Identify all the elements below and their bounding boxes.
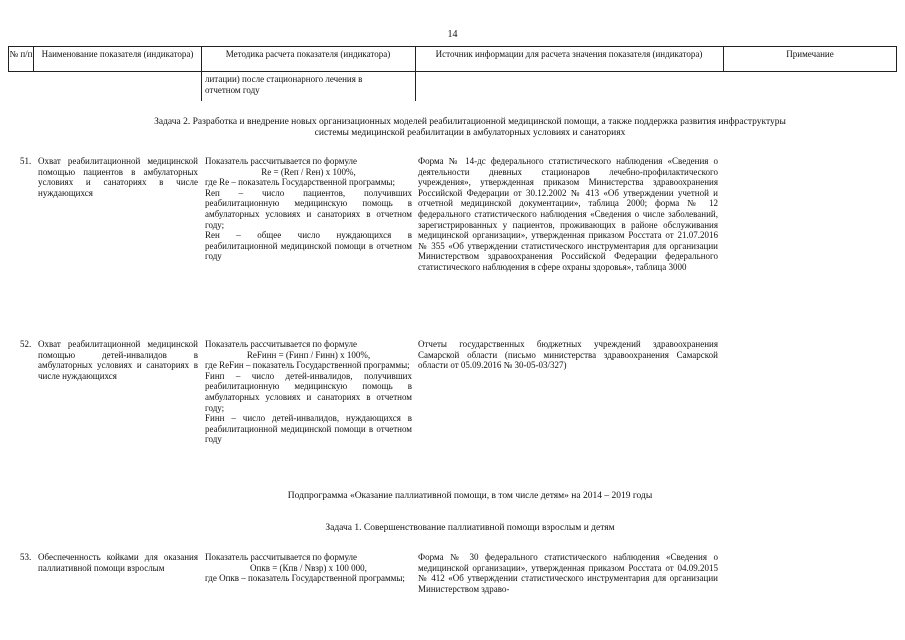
indicator-name: Охват реабилитационной медицинской помощью пациентов в амбулаторных условиях и санаториях в числе нуждающихся (38, 156, 198, 198)
indicator-name: Охват реабилитационной медицинской помощью детей-инвалидов в амбулаторных условиях и санаториях в числе нуждающихся (38, 339, 198, 381)
method-definition: Reн – общее число нуждающихся в реабилитационной медицинской помощи в отчетном году (205, 230, 412, 262)
method-formula: Опкв = (Кпв / Nвзр) x 100 000, (250, 562, 367, 573)
header-col-source: Источник информации для расчета значения показателя (индикатора) (435, 49, 703, 59)
row-number: 51. (20, 156, 32, 166)
indicator-name: Обеспеченность койками для оказания паллиативной помощи взрослым (38, 552, 198, 573)
method-cell (205, 156, 412, 262)
row-number: 53. (20, 552, 32, 562)
continuation-line: литации) после стационарного лечения в (205, 74, 363, 84)
subprogram-heading: Подпрограмма «Оказание паллиативной помощи, в том числе детям» на 2014 – 2019 годы (287, 491, 653, 501)
row-number: 52. (20, 339, 32, 349)
heading-line: системы медицинской реабилитации в амбулаторных условиях и санаториях (314, 128, 626, 138)
method-cell (205, 339, 412, 445)
header-col-num: № п/п (9, 49, 33, 59)
method-formula: Re = (Reп / Reн) x 100%, (261, 166, 356, 177)
heading-line: Задача 2. Разработка и внедрение новых организационных моделей реабилитационной медицинской помощи, а также поддержка развития инфраструктуры (154, 117, 786, 127)
method-intro: Показатель рассчитывается по формуле (205, 156, 358, 166)
method-cell (205, 552, 412, 584)
task1-heading: Задача 1. Совершенствование паллиативной помощи взрослым и детям (325, 523, 615, 533)
source-cell: Отчеты государственных бюджетных учреждений здравоохранения Самарской области (письмо министерства здравоохранения Самарской области от 05.09.2016 № 30-05-03/327) (418, 339, 718, 371)
continuation-text (205, 74, 412, 95)
header-col-method: Методика расчета показателя (индикатора) (225, 49, 391, 59)
method-definition: Fинп – число детей-инвалидов, получивших реабилитационную медицинскую помощь в амбулаторных условиях и санаториях в отчетном году; (205, 370, 412, 413)
method-definition: Fинн – число детей-инвалидов, нуждающихся в реабилитационной медицинской помощи в отчетном году (205, 413, 412, 445)
source-cell: Форма № 30 федерального статистического наблюдения «Сведения о медицинской организации», утвержденная приказом Росстата от 04.09.2015 № 412 «Об утверждении статистического инструментария для организации Министерством здраво- (418, 552, 718, 594)
method-formula: ReFинн = (Fинп / Fинн) x 100%, (246, 349, 371, 360)
task2-heading (40, 117, 900, 139)
method-intro: Показатель рассчитывается по формуле (205, 552, 358, 562)
source-cell: Форма № 14-дс федерального статистического наблюдения «Сведения о деятельности дневных стационаров лечебно-профилактического учреждения», утвержденная приказом Министерства здравоохранения Российской Федерации от 30.12.2002 № 413 «Об утверждении учетной и отчетной медицинской документации», таблица 2000; форма № 12 федерального статистического наблюдения «Сведения о числе заболеваний, зарегистрированных у пациентов, проживающих в районе обслуживания медицинской организации», утвержденная приказом Росстата от 21.07.2016 № 355 «Об утверждении статистического инструментария для организации Министерством здравоохранения Российской Федерации федерального статистического наблюдения в сфере охраны здоровья», таблица 3000 (418, 156, 718, 272)
continuation-line: отчетном году (205, 84, 260, 95)
header-col-name: Наименование показателя (индикатора) (41, 49, 194, 59)
method-definition: Reп – число пациентов, получивших реабилитационную медицинскую помощь в амбулаторных условиях и санаториях в отчетном году; (205, 187, 412, 230)
page-number: 14 (447, 29, 458, 40)
method-definition: где Re – показатель Государственной программы; (205, 177, 395, 188)
method-definition: где Опкв – показатель Государственной программы; (205, 573, 405, 584)
header-col-note: Примечание (786, 49, 834, 59)
method-definition: где ReFин – показатель Государственной программы; (205, 360, 410, 371)
method-intro: Показатель рассчитывается по формуле (205, 339, 358, 349)
